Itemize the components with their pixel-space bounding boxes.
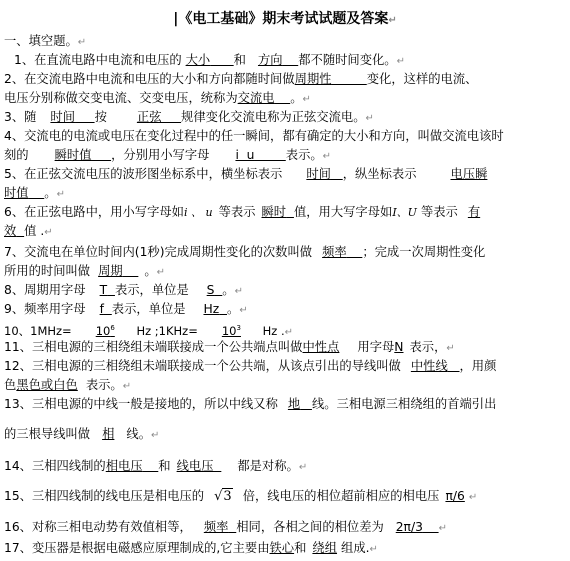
underline-segment: [75, 110, 95, 124]
underline-segment: [104, 302, 112, 316]
answer-blank: 相: [102, 427, 115, 441]
underline-segment: [78, 378, 86, 392]
section-heading: [4, 33, 568, 51]
question-6-cont: [4, 223, 568, 241]
answer-blank: 效: [4, 224, 17, 238]
text-run: 等表示: [218, 205, 256, 219]
answer-blank: π/6: [445, 489, 465, 503]
text-run: Hz ;1KHz=: [132, 323, 198, 338]
text-run: 12、三相电源的三相绕组未端联接成一个公共端，从该点引出的导线叫做: [4, 359, 401, 373]
text-run: 6: [110, 324, 115, 332]
text-run: [115, 324, 133, 338]
answer-blank: f: [99, 302, 104, 316]
answer-blank: 线电压: [176, 459, 214, 473]
answer-blank: 铁心: [269, 541, 295, 555]
underline-segment: [254, 148, 285, 162]
text-run: ↵: [298, 462, 308, 473]
underline-segment: [286, 205, 294, 219]
question-4-cont: [4, 147, 568, 165]
text-run: 值，用大写字母如: [293, 205, 393, 219]
text-run: ↵: [468, 492, 478, 503]
text-run: ↵: [151, 430, 160, 441]
text-run: ↵: [446, 343, 455, 354]
text-run: 11、三相电源的三相绕组未端联接成一个公共端点叫做: [4, 340, 303, 354]
question-16: [4, 519, 568, 537]
answer-blank: 交流电: [237, 91, 275, 105]
text-run: 10: [221, 323, 237, 338]
underline-segment: [283, 53, 299, 67]
text-run: 。: [222, 283, 235, 297]
answer-blank: 时间: [50, 110, 76, 124]
document-title: [0, 10, 570, 30]
text-run: 。: [227, 302, 240, 316]
underline-segment: [143, 459, 159, 473]
underline-segment: [332, 72, 367, 86]
question-14: [4, 458, 568, 476]
question-13-cont: [4, 426, 568, 444]
answer-blank: 相电压: [105, 459, 143, 473]
answer-blank: S: [206, 283, 215, 297]
text-run: 一、填空题。: [4, 34, 78, 48]
underline-segment: [114, 427, 126, 441]
text-run: 所用的时间叫做: [4, 264, 91, 278]
text-run: 相同，各相之间的相位差为: [236, 520, 388, 534]
question-7-cont: [4, 263, 568, 281]
text-run: ↵: [369, 544, 378, 555]
text-run: 和: [158, 459, 171, 473]
text-run: 14、三相四线制的: [4, 459, 106, 473]
question-2: [4, 71, 568, 87]
text-run: ↵: [284, 326, 294, 338]
text-run: 3、随: [4, 110, 37, 124]
answer-blank: Hz: [203, 302, 220, 316]
question-5: [4, 166, 568, 182]
question-13: [4, 396, 568, 412]
text-run: 都是对称。: [237, 459, 299, 473]
text-run: 表示，单位是: [111, 302, 190, 316]
answer-blank: 大小: [185, 53, 211, 67]
text-run: 7、交流电在单位时间内(1秒)完成周期性变化的次数叫做: [4, 245, 313, 259]
answer-blank: [198, 324, 259, 338]
question-15: [4, 488, 568, 506]
text-run: 5、在正弦交流电压的波形图坐标系中，横坐标表示: [4, 167, 283, 181]
text-run: ；完成一次周期性变化: [362, 245, 486, 259]
answer-blank: 有: [467, 205, 481, 219]
text-run: 和: [294, 541, 307, 555]
text-run: 线。三相电源三相绕组的首端引出: [311, 397, 497, 411]
underline-segment: [162, 110, 182, 124]
answer-blank: 2π/3: [395, 520, 423, 534]
underline-segment: [300, 397, 312, 411]
answer-blank: 黑色或白色: [16, 378, 78, 392]
text-run: ↵: [365, 113, 374, 124]
text-run: 表示。: [85, 378, 123, 392]
text-run: ↵: [234, 286, 243, 297]
answer-blank: 中性线: [410, 359, 448, 373]
text-run: 组成.: [341, 541, 370, 555]
answer-blank: T: [99, 283, 108, 297]
question-3: [4, 109, 568, 127]
text-run: 3: [236, 324, 241, 332]
question-4: [4, 128, 568, 144]
underline-segment: [210, 53, 233, 67]
text-run: ↵: [396, 56, 405, 67]
question-12: [4, 358, 568, 374]
text-run: 16、对称三相电动势有效值相等，: [4, 520, 192, 534]
text-run: 线。: [126, 427, 152, 441]
text-run: I、U: [392, 206, 417, 219]
answer-blank: 瞬时: [261, 205, 287, 219]
question-7: [4, 244, 568, 260]
answer-blank: 时间: [306, 167, 331, 181]
text-run: 13、三相电源的中线一般是接地的，所以中线又称: [4, 397, 278, 411]
text-run: 值 .: [24, 224, 45, 238]
text-run: 17、变压器是根据电磁感应原理制成的,它主要由: [4, 541, 270, 555]
question-10: [4, 320, 568, 341]
text-run: ↵: [122, 381, 132, 392]
text-run: √: [214, 489, 223, 504]
text-run: ，纵坐标表示: [342, 167, 417, 181]
text-run: 的三根导线叫做: [4, 427, 91, 441]
text-run: ↵: [156, 267, 166, 278]
answer-blank: 频率: [322, 245, 347, 259]
question-12-cont: [4, 377, 568, 395]
question-5-cont: [4, 185, 568, 203]
underline-segment: [423, 520, 439, 534]
text-run: 表示。: [285, 148, 323, 162]
text-run: ↵: [44, 227, 53, 238]
text-run: 色: [4, 378, 17, 392]
text-run: 9、频率用字母: [4, 302, 86, 316]
text-run: 变化，这样的电流、: [366, 72, 478, 86]
text-run: 都不随时间变化。: [298, 53, 397, 67]
answer-blank: 电压瞬: [450, 167, 488, 181]
text-run: 3: [223, 489, 232, 504]
text-run: 表示，单位是: [114, 283, 193, 297]
underline-segment: [107, 283, 115, 297]
text-run: 规律变化交流电称为正弦交流电。: [181, 110, 366, 124]
question-9: [4, 301, 568, 319]
underline-segment: [204, 489, 214, 503]
underline-segment: [16, 224, 24, 238]
answer-blank: 瞬时值: [54, 148, 92, 162]
answer-blank: 地: [287, 397, 301, 411]
answer-blank: i u: [235, 148, 255, 162]
text-run: ↵: [438, 523, 447, 534]
underline-segment: [339, 340, 357, 354]
text-run: 倍，线电压的相位超前相应的相电压: [242, 489, 440, 503]
answer-blank: [72, 324, 133, 338]
underline-segment: [448, 359, 460, 373]
text-run: i 、 u: [183, 206, 213, 219]
text-run: ↵: [56, 189, 65, 200]
question-11: [4, 339, 568, 357]
square-root-3: [214, 489, 233, 505]
text-run: 和: [233, 53, 246, 67]
text-run: 。: [290, 91, 303, 105]
text-run: 10、1MHz=: [4, 323, 72, 338]
text-run: 按: [94, 110, 107, 124]
text-run: 。: [144, 264, 157, 278]
answer-blank: N: [394, 340, 404, 354]
underline-segment: [275, 91, 291, 105]
text-run: 等表示: [420, 205, 458, 219]
underline-segment: [331, 167, 343, 181]
question-17: [4, 540, 568, 558]
question-8: [4, 282, 568, 300]
text-run: 。: [44, 186, 57, 200]
text-run: Hz .: [258, 323, 285, 338]
paragraph-mark: ↵: [77, 37, 87, 48]
underline-segment: [233, 489, 243, 503]
question-6: [4, 204, 568, 221]
question-1: [14, 52, 570, 70]
underline-segment: [347, 245, 363, 259]
underline-segment: [219, 302, 227, 316]
answer-blank: 方向: [257, 53, 283, 67]
answer-blank: 正弦: [136, 110, 162, 124]
title-text: 《电工基础》期末考试试题及答案: [178, 11, 389, 27]
answer-blank: 周期性: [294, 72, 332, 86]
text-run: [241, 324, 259, 338]
answer-blank: 频率: [203, 520, 229, 534]
text-run: 8、周期用字母: [4, 283, 86, 297]
text-run: 1、在直流电路中电流和电压的: [14, 53, 186, 67]
text-run: 10: [95, 323, 111, 338]
text-cursor: |: [173, 11, 179, 27]
underline-segment: [123, 264, 139, 278]
answer-blank: 周期: [98, 264, 123, 278]
text-run: 6、在正弦电路中，用小写字母如: [4, 205, 184, 219]
underline-segment: [92, 148, 112, 162]
question-2-cont: [4, 90, 568, 108]
text-run: ，分别用小写字母: [111, 148, 210, 162]
answer-blank: 绕组: [312, 541, 338, 555]
text-run: ↵: [322, 151, 332, 162]
text-run: 15、三相四线制的线电压是相电压的: [4, 489, 205, 503]
text-run: 4、交流电的电流或电压在变化过程中的任一瞬间，都有确定的大小和方向，叫做交流电该时: [4, 129, 504, 143]
text-run: ↵: [302, 94, 311, 105]
answer-blank: 时值: [4, 186, 29, 200]
answer-blank: 中性点: [302, 340, 340, 354]
text-run: 电压分别称做交变电流、交变电压，统称为: [4, 91, 238, 105]
text-run: ，用颜: [459, 359, 497, 373]
underline-segment: [29, 186, 45, 200]
text-run: 用字母: [357, 340, 395, 354]
text-run: 表示，: [409, 340, 447, 354]
paragraph-mark: ↵: [388, 15, 397, 26]
text-run: 2、在交流电路中电流和电压的大小和方向都随时间做: [4, 72, 295, 86]
text-run: 刻的: [4, 148, 29, 162]
text-run: ↵: [239, 305, 248, 316]
